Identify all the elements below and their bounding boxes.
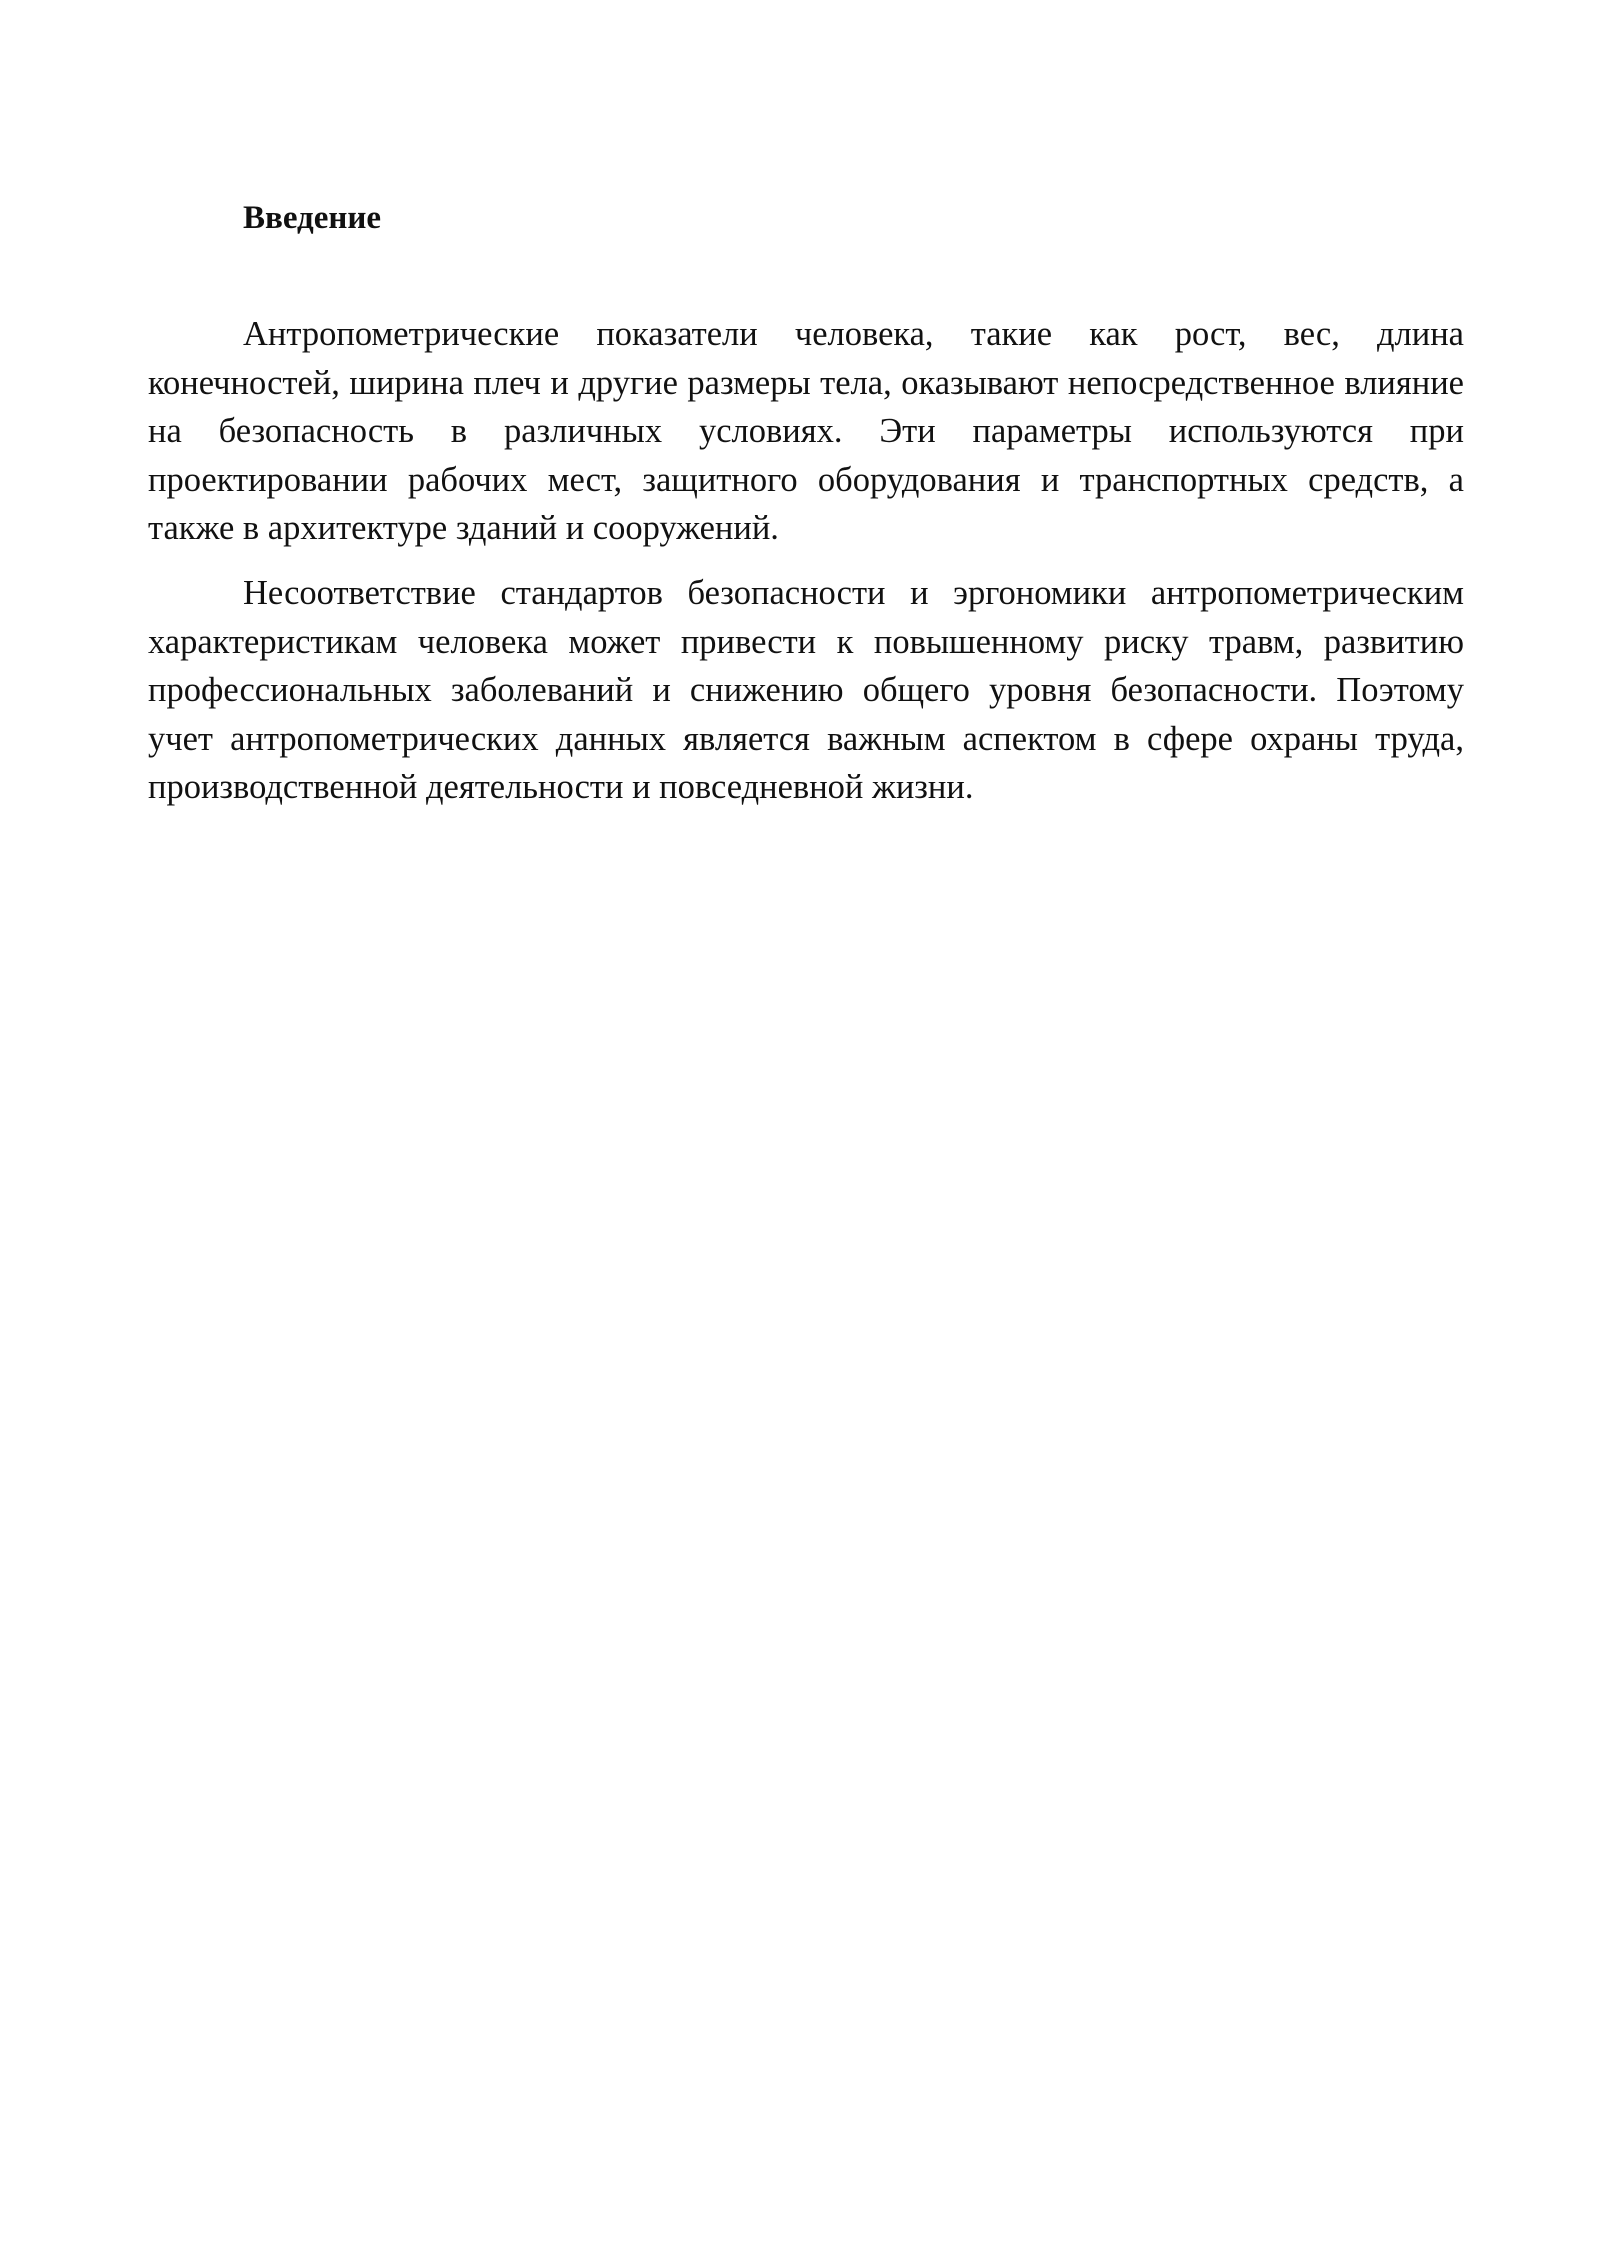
paragraph-anthropometric-indicators: Антропометрические показатели человека, такие как рост, вес, длина конечностей, ширина плеч и другие размеры тела, оказывают непосредственное влияние на безопасность в различных условиях. Эти параметры используются при проектировании рабочих мест, защитного оборудования и транспортных средств, а также в архитектуре зданий и сооружений.: [148, 315, 1464, 548]
paragraph-standards-mismatch: Несоответствие стандартов безопасности и эргономики антропометрическим характеристикам человека может привести к повышенному риску травм, развитию профессиональных заболеваний и снижению общего уровня безопасности. Поэтому учет антропометрических данных является важным аспектом в сфере охраны труда, производственной деятельности и повседневной жизни.: [148, 573, 1464, 807]
document-body: [148, 190, 1464, 812]
section-heading: Введение: [243, 200, 382, 236]
